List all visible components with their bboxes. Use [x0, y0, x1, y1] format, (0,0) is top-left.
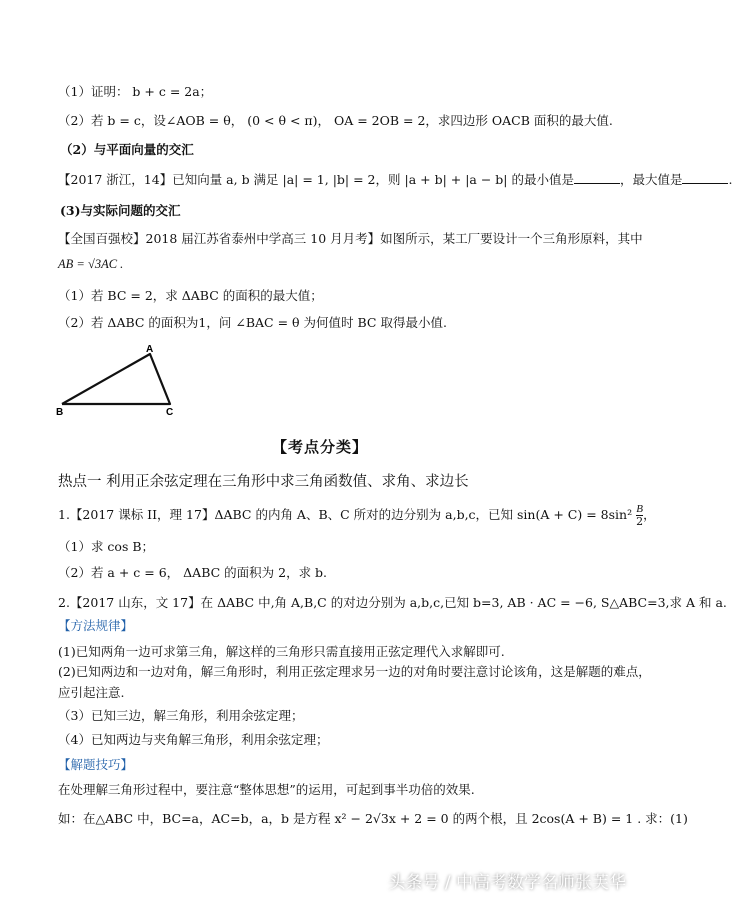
practical-part-2: （2）若 ΔABC 的面积为1，问 ∠BAC = θ 为何值时 BC 取得最小值.	[58, 315, 447, 330]
answer-blank-max[interactable]	[682, 172, 728, 184]
question-1-text: 1.【2017 课标 II，理 17】ΔABC 的内角 A、B、C 所对的边分别为 a,b,c，已知 sin(A + C) = 8sin²	[58, 507, 633, 522]
practical-problem-intro: 【全国百强校】2018 届江苏省泰州中学高三 10 月月考】如图所示，某工厂要设计一个三角形原料，其中	[58, 231, 643, 246]
fraction-denominator: 2	[636, 515, 644, 528]
tip-1: 在处理解三角形过程中，要注意“整体思想”的运用，可起到事半功倍的效果.	[58, 782, 475, 797]
method-2: (2)已知两边和一边对角，解三角形时，利用正弦定理求另一边的对角时要注意讨论该角，这是解题的难点，	[58, 664, 651, 679]
part-1-proof: （1）证明： b + c = 2a；	[58, 84, 213, 99]
hot-point-1: 热点一 利用正余弦定理在三角形中求三角函数值、求角、求边长	[58, 474, 469, 490]
fraction-numerator: B	[636, 503, 643, 515]
zhejiang-text: 【2017 浙江，14】已知向量 a, b 满足 |a| = 1, |b| = 2，则 |a + b| + |a − b| 的最小值是	[58, 172, 574, 187]
watermark: 头条号 / 中高考数学名师张芙华	[388, 873, 626, 893]
heading-vector: （2）与平面向量的交汇	[60, 142, 194, 157]
vertex-b-label: B	[56, 407, 64, 418]
method-3: （3）已知三边，解三角形，利用余弦定理；	[58, 708, 304, 723]
question-1	[58, 503, 656, 528]
tip-example: 如：在△ABC 中，BC=a，AC=b，a，b 是方程 x² − 2√3x + 2 = 0 的两个根，且 2cos(A + B) = 1 . 求：(1)	[58, 811, 688, 826]
method-2-cont: 应引起注意.	[58, 685, 125, 700]
question-2: 2.【2017 山东，文 17】在 ΔABC 中,角 A,B,C 的对边分别为 a,b,c,已知 b=3, AB · AC = −6, S△ABC=3,求 A 和 a.	[58, 595, 727, 610]
vertex-c-label: C	[166, 407, 174, 418]
heading-practical: (3)与实际问题的交汇	[60, 203, 181, 218]
tips-heading: 【解题技巧】	[58, 757, 134, 772]
part-2-quadrilateral: （2）若 b = c，设∠AOB = θ， (0 < θ < π)， OA = 2OB = 2，求四边形 OACB 面积的最大值.	[58, 113, 613, 128]
practical-part-1: （1）若 BC = 2，求 ΔABC 的面积的最大值；	[58, 288, 323, 303]
question-1-part-2: （2）若 a + c = 6， ΔABC 的面积为 2，求 b.	[58, 565, 328, 580]
section-title: 【考点分类】	[271, 438, 368, 456]
triangle-shape	[62, 354, 170, 404]
method-4: （4）已知两边与夹角解三角形，利用余弦定理；	[58, 732, 329, 747]
answer-blank-min[interactable]	[574, 172, 620, 184]
method-heading: 【方法规律】	[58, 618, 134, 633]
triangle-figure	[56, 344, 186, 416]
ab-relation: AB = √3AC .	[58, 257, 124, 271]
method-1: (1)已知两角一边可求第三角，解这样的三角形只需直接用正弦定理代入求解即可.	[58, 644, 505, 659]
zhejiang-text-max: ，最大值是	[619, 172, 683, 187]
vertex-a-label: A	[146, 344, 154, 355]
question-1-part-1: （1）求 cos B；	[58, 539, 155, 554]
zhejiang-problem	[58, 170, 683, 188]
zhejiang-period	[728, 172, 732, 187]
question-1-comma: ，	[643, 507, 656, 522]
